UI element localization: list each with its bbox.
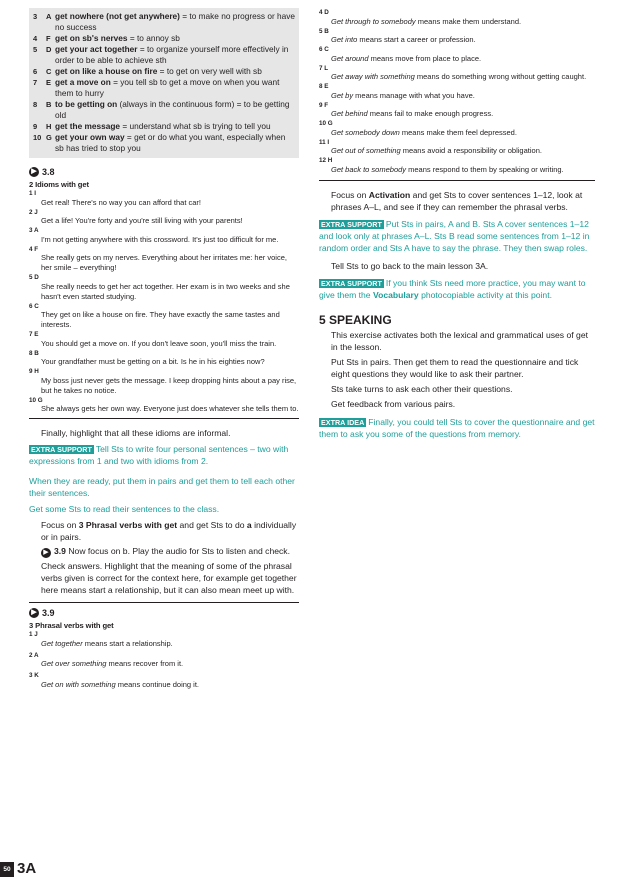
answer-box — [29, 8, 299, 158]
idiom-definition: = get or do what you want, especially when sb has tried to stop you — [55, 132, 286, 153]
item-text — [319, 128, 595, 138]
text-run: If you think Sts need more practice, you may want to give them the — [319, 277, 586, 300]
extra-support-note — [319, 277, 595, 301]
item-text — [319, 72, 595, 82]
speaking-paragraph: Get feedback from various pairs. — [331, 398, 456, 409]
speaking-paragraph: Put Sts in pairs. Then get them to read the questionnaire and tick eight questions they would like to ask their partner. — [331, 356, 579, 379]
audio-track-number: 3.9 — [42, 608, 55, 618]
item-text: She really needs to get her act together. Her exam is in two weeks and she hasn't even started studying. — [41, 281, 290, 301]
answer-letter: F — [46, 34, 51, 43]
audio-track-number: 3.9 — [54, 546, 66, 556]
item-label: 5 D — [29, 274, 39, 281]
item-text — [29, 659, 299, 669]
right-column — [319, 8, 595, 440]
audio-track-number: 3.8 — [42, 167, 55, 177]
text-run: Focus on — [41, 520, 79, 530]
idiom-definition: = to organize yourself more effectively in order to be able to achieve sth — [55, 44, 289, 65]
text-run: Focus on — [331, 189, 369, 200]
text-run: a — [246, 520, 252, 530]
item-label: 6 C — [319, 46, 329, 53]
answer-number: 6 — [33, 67, 38, 76]
text-run: Vocabulary — [372, 289, 419, 300]
extra-support-text: Put Sts in pairs, A and B. Sts A cover sentences 1–12 and look only at phrases A–L. Sts B read some sentences from 1–12 in random order and Sts A have to say the phrase. They then swap roles. — [319, 218, 590, 253]
divider — [319, 180, 595, 181]
answer-letter: D — [46, 45, 52, 54]
extra-support-note — [29, 443, 299, 467]
item-text: Get a life! You're forty and you're still living with your parents! — [41, 216, 243, 225]
phrasal-verb: Get on with something — [41, 679, 116, 689]
item-label: 12 H — [319, 157, 333, 164]
phrasal-verb: Get together — [41, 638, 83, 648]
phrasal-verb: Get around — [331, 53, 369, 63]
answer-number: 4 — [33, 34, 38, 43]
item-label: 2 A — [29, 651, 39, 659]
note-play — [29, 545, 299, 558]
item-text: Get real! There's no way you can afford that car! — [41, 197, 201, 207]
note-back: Tell Sts to go back to the main lesson 3A. — [331, 260, 489, 271]
item-label: 5 B — [319, 27, 329, 35]
speaking-paragraph: This exercise activates both the lexical and grammatical uses of get in the lesson. — [331, 329, 588, 352]
extra-support-tag: EXTRA SUPPORT — [31, 445, 92, 454]
meaning: means start a relationship. — [82, 638, 173, 648]
idiom-definition: = to annoy sb — [127, 33, 180, 43]
audio-heading-3-8 — [29, 166, 299, 178]
answer-row — [33, 44, 295, 66]
idiom-definition: = to get on very well with sb — [157, 66, 262, 76]
answer-row — [33, 99, 295, 121]
audio-heading-3-9 — [29, 607, 299, 619]
meaning: means make them feel depressed. — [399, 127, 517, 137]
phrasal-verb: Get away with something — [331, 72, 415, 81]
item-label: 7 E — [29, 331, 39, 338]
item-label: 3 A — [29, 227, 39, 234]
answer-letter: A — [46, 12, 52, 21]
page-number: 50 — [0, 862, 14, 877]
answer-letter: E — [46, 78, 52, 87]
item-text: She always gets her own way. Everyone just does whatever she tells them to. — [41, 404, 299, 413]
answer-number: 8 — [33, 100, 38, 109]
text-run: and get Sts to do — [177, 520, 247, 530]
item-text — [319, 165, 595, 175]
note-read: Get some Sts to read their sentences to the class. — [29, 504, 220, 514]
phrasal-verb: Get out of something — [331, 146, 401, 155]
item-text — [319, 91, 595, 101]
left-column — [29, 8, 299, 690]
idiom-phrase: get on like a house on fire — [55, 66, 158, 76]
text-run: photocopiable activity at this point. — [418, 289, 552, 300]
extra-idea-tag: EXTRA IDEA — [321, 417, 365, 427]
item-text: They get on like a house on fire. They have exactly the same tastes and interests. — [41, 310, 280, 329]
item-text — [319, 109, 595, 119]
audio-subtitle: 3 Phrasal verbs with get — [29, 621, 114, 630]
extra-support-tag: EXTRA SUPPORT — [321, 278, 382, 288]
play-text: Now focus on b. Play the audio for Sts to listen and check. — [65, 546, 290, 556]
item-text: My boss just never gets the message. I keep dropping hints about a pay rise, but he takes no notice. — [41, 375, 297, 395]
item-label: 4 F — [29, 245, 39, 253]
note-focus — [29, 519, 299, 543]
idiom-definition: (always in the continuous form) = to be getting old — [55, 99, 290, 120]
item-label: 3 K — [29, 672, 39, 679]
item-text: You should get a move on. If you don't leave soon, you'll miss the train. — [41, 338, 277, 348]
answer-letter: C — [46, 67, 52, 76]
item-label: 6 C — [29, 302, 39, 310]
meaning: means manage with what you have. — [353, 90, 475, 100]
idiom-definition: = to make no progress or have no success — [55, 11, 296, 32]
answer-row — [33, 33, 295, 44]
text-run: Activation — [368, 189, 411, 200]
item-label: 1 I — [29, 190, 37, 197]
note-highlight: Finally, highlight that all these idioms are informal. — [41, 428, 231, 438]
answer-letter: H — [46, 122, 52, 131]
audio-subtitle: 2 Idioms with get — [29, 180, 89, 189]
item-label: 10 G — [29, 396, 43, 404]
audio-icon: ▶ — [41, 548, 51, 558]
answer-row — [33, 132, 295, 154]
idiom-phrase: get a move on — [55, 77, 111, 87]
item-label: 9 H — [29, 368, 39, 375]
meaning: means recover from it. — [106, 659, 184, 668]
section-heading: 5 SPEAKING — [319, 312, 392, 327]
divider — [29, 418, 299, 419]
answer-letter: G — [46, 133, 52, 142]
idiom-phrase: get on sb's nerves — [55, 33, 128, 43]
answer-number: 3 — [33, 12, 38, 21]
phrasal-verb: Get through to somebody — [331, 16, 416, 26]
text-run: individually or in pairs. — [41, 520, 297, 542]
item-label: 10 G — [319, 120, 333, 127]
answer-row — [33, 121, 295, 132]
answer-number: 7 — [33, 78, 38, 87]
phrasal-verb: Get somebody down — [331, 127, 400, 137]
unit-label: 3A — [17, 860, 37, 877]
item-label: 2 J — [29, 208, 38, 216]
phrasal-verb: Get back to somebody — [331, 164, 407, 174]
idiom-phrase: get your own way — [55, 132, 125, 142]
item-label: 8 B — [29, 349, 39, 357]
idiom-extra: (not get anywhere) — [103, 11, 180, 21]
extra-support-tag: EXTRA SUPPORT — [321, 219, 382, 229]
item-label: 7 L — [319, 64, 329, 72]
answer-number: 5 — [33, 45, 38, 54]
item-label: 11 I — [319, 138, 330, 146]
meaning: means start a career or profession. — [357, 35, 476, 44]
item-label: 4 D — [319, 9, 329, 16]
idiom-phrase: get nowhere — [55, 11, 104, 21]
item-label: 8 E — [319, 83, 329, 90]
meaning: means continue doing it. — [115, 679, 200, 689]
idiom-phrase: get the message — [55, 121, 121, 131]
item-text — [29, 639, 299, 649]
answer-letter: B — [46, 100, 52, 109]
item-text — [319, 54, 595, 64]
item-label: 1 J — [29, 631, 38, 638]
meaning: means move from place to place. — [368, 53, 482, 63]
extra-idea-text: Finally, you could tell Sts to cover the questionnaire and get them to ask you some of the questions from memory. — [319, 416, 595, 439]
audio-script-3-9 — [29, 631, 299, 690]
answer-row — [33, 77, 295, 99]
item-text — [319, 146, 595, 156]
meaning: means fail to make enough progress. — [367, 109, 494, 118]
phrasal-verb: Get by — [331, 90, 354, 100]
item-label: 9 F — [319, 101, 329, 109]
extra-support-text: Tell Sts to write four personal sentences – two with expressions from 1 and two with idioms from 2. — [29, 444, 289, 466]
answer-row — [33, 11, 295, 33]
text-run: and get Sts to cover sentences 1–12, look at phrases A–L, and see if they can remember the phrasal verbs. — [331, 189, 583, 212]
note-ready: When they are ready, put them in pairs and get them to tell each other their sentences. — [29, 476, 295, 498]
answer-number: 10 — [33, 133, 42, 142]
item-text — [319, 17, 595, 27]
audio-script-3-8 — [29, 190, 299, 414]
extra-idea-note — [319, 416, 595, 440]
text-run: 3 Phrasal verbs with get — [78, 520, 178, 530]
idiom-phrase: to be getting on — [55, 99, 118, 109]
meaning: means make them understand. — [415, 16, 522, 26]
meaning: means avoid a responsibility or obligation. — [400, 146, 542, 155]
divider — [29, 602, 299, 603]
item-text: I'm not getting anywhere with this crossword. It's just too difficult for me. — [41, 234, 279, 244]
note-activation — [319, 189, 595, 213]
note-check: Check answers. Highlight that the meaning of some of the phrasal verbs given is correct for the context here, for example get together here means start a relationship, but it can also mean meet up with. — [41, 561, 297, 595]
item-text: She really gets on my nerves. Everything about her irritates me: her voice, her smile – everything! — [41, 253, 287, 272]
idiom-definition: = you tell sb to get a move on when you want them to hurry — [55, 77, 280, 98]
speaking-paragraph: Sts take turns to ask each other their questions. — [331, 383, 513, 394]
phrasal-verb: Get over something — [41, 659, 107, 668]
audio-icon: ▶ — [29, 167, 39, 177]
phrasal-verb: Get behind — [331, 109, 368, 118]
extra-support-note — [319, 218, 595, 254]
item-text — [319, 35, 595, 45]
idiom-definition: = understand what sb is trying to tell you — [120, 121, 271, 131]
item-text: Your grandfather must be getting on a bit. Is he in his eighties now? — [41, 357, 265, 366]
answer-row — [33, 66, 295, 77]
answer-number: 9 — [33, 122, 38, 131]
idiom-phrase: get your act together — [55, 44, 138, 54]
audio-script-3-9-continued — [319, 9, 595, 175]
meaning: means do something wrong without getting caught. — [414, 72, 587, 81]
meaning: means respond to them by speaking or writing. — [406, 164, 564, 174]
item-text — [29, 680, 299, 690]
phrasal-verb: Get into — [331, 35, 358, 44]
audio-icon: ▶ — [29, 608, 39, 618]
